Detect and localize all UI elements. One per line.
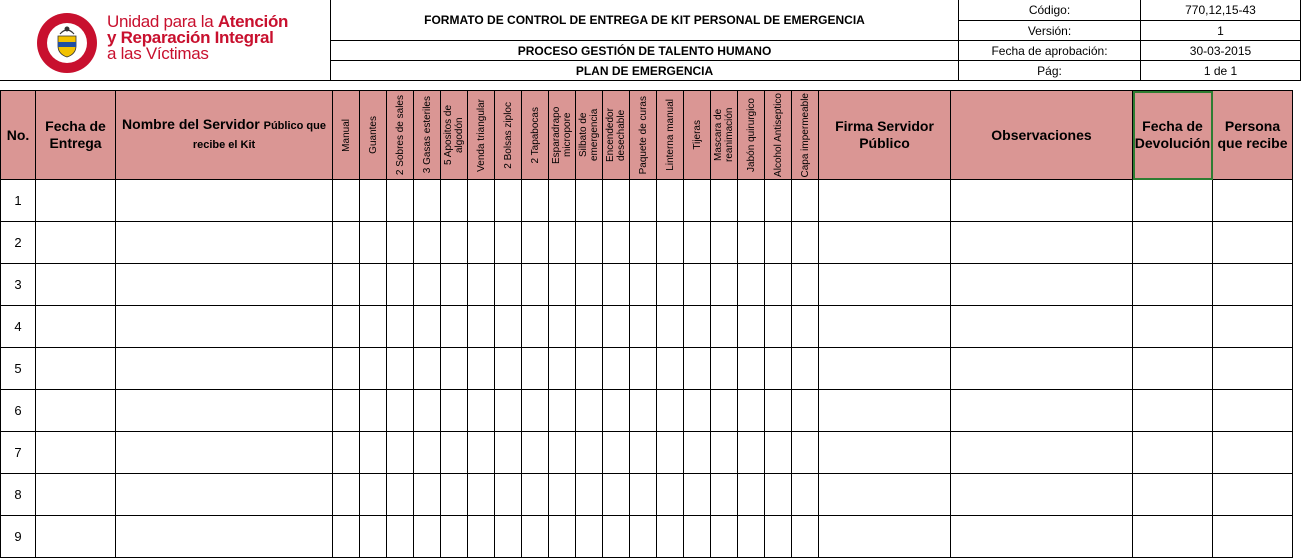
table-cell[interactable] <box>414 222 441 264</box>
col-item-sobres-sales: 2 Sobres de sales <box>387 91 414 180</box>
table-cell[interactable] <box>951 264 1133 306</box>
table-cell[interactable] <box>603 390 630 432</box>
table-cell[interactable] <box>441 516 468 558</box>
table-cell[interactable] <box>522 516 549 558</box>
meta-code-value: 770,12,15-43 <box>1141 0 1301 21</box>
table-cell[interactable] <box>36 180 116 222</box>
table-cell[interactable] <box>765 432 792 474</box>
table-cell[interactable] <box>1213 180 1293 222</box>
table-cell[interactable] <box>495 516 522 558</box>
table-cell[interactable] <box>1133 432 1213 474</box>
col-item-gasas: 3 Gasas esteriles <box>414 91 441 180</box>
table-cell[interactable] <box>792 348 819 390</box>
col-item-curas: Paquete de curas <box>630 91 657 180</box>
table-cell[interactable] <box>549 474 576 516</box>
table-cell[interactable] <box>711 348 738 390</box>
col-nombre <box>116 91 333 180</box>
table-cell[interactable] <box>819 264 951 306</box>
meta-version-label: Versión: <box>959 21 1141 41</box>
col-no: No. <box>1 91 36 180</box>
table-cell[interactable] <box>414 348 441 390</box>
table-cell[interactable] <box>495 348 522 390</box>
table-cell[interactable] <box>738 306 765 348</box>
table-cell[interactable] <box>387 390 414 432</box>
table-cell[interactable] <box>819 348 951 390</box>
table-cell[interactable] <box>414 306 441 348</box>
table-cell[interactable] <box>1133 516 1213 558</box>
table-cell[interactable] <box>36 264 116 306</box>
table-cell[interactable] <box>792 516 819 558</box>
table-cell[interactable] <box>765 348 792 390</box>
table-cell[interactable] <box>711 432 738 474</box>
table-cell[interactable] <box>360 306 387 348</box>
plan-title: PLAN DE EMERGENCIA <box>331 61 959 81</box>
table-cell[interactable] <box>495 390 522 432</box>
table-cell[interactable] <box>603 348 630 390</box>
table-cell[interactable] <box>630 264 657 306</box>
header-block <box>0 0 1301 81</box>
col-item-jabon: Jabón quirurgico <box>738 91 765 180</box>
table-cell[interactable] <box>657 516 684 558</box>
col-observaciones: Observaciones <box>951 91 1133 180</box>
col-item-guantes: Guantes <box>360 91 387 180</box>
table-cell[interactable] <box>387 348 414 390</box>
table-cell[interactable] <box>441 306 468 348</box>
col-item-tijeras: Tijeras <box>684 91 711 180</box>
table-cell[interactable] <box>36 390 116 432</box>
table-cell[interactable] <box>657 264 684 306</box>
table-cell[interactable] <box>951 516 1133 558</box>
table-row <box>1 474 1293 516</box>
table-cell[interactable] <box>441 222 468 264</box>
table-cell[interactable] <box>711 306 738 348</box>
row-number[interactable]: 5 <box>1 348 36 390</box>
table-cell[interactable] <box>387 264 414 306</box>
table-row <box>1 222 1293 264</box>
table-cell[interactable] <box>360 180 387 222</box>
table-cell[interactable] <box>116 432 333 474</box>
row-number[interactable]: 3 <box>1 264 36 306</box>
col-nombre-small: Público que recibe el Kit <box>192 120 326 151</box>
table-cell[interactable] <box>951 180 1133 222</box>
table-cell[interactable] <box>116 180 333 222</box>
table-row <box>1 390 1293 432</box>
table-cell[interactable] <box>951 348 1133 390</box>
table-cell[interactable] <box>495 180 522 222</box>
table-cell[interactable] <box>549 264 576 306</box>
table-cell[interactable] <box>414 180 441 222</box>
col-item-venda: Venda triangular <box>468 91 495 180</box>
table-cell[interactable] <box>657 180 684 222</box>
table-cell[interactable] <box>495 306 522 348</box>
table-cell[interactable] <box>630 432 657 474</box>
table-cell[interactable] <box>1213 348 1293 390</box>
table-cell[interactable] <box>468 306 495 348</box>
logo-line2: y Reparación Integral <box>107 28 274 47</box>
table-cell[interactable] <box>116 264 333 306</box>
table-cell[interactable] <box>603 516 630 558</box>
table-cell[interactable] <box>684 348 711 390</box>
col-firma: Firma Servidor Público <box>819 91 951 180</box>
table-row <box>1 306 1293 348</box>
meta-code-label: Código: <box>959 0 1141 21</box>
table-cell[interactable] <box>414 474 441 516</box>
table-cell[interactable] <box>630 348 657 390</box>
row-number[interactable]: 6 <box>1 390 36 432</box>
col-item-apositos: 5 Apositos de algodón <box>441 91 468 180</box>
col-item-manual: Manual <box>333 91 360 180</box>
table-cell[interactable] <box>333 516 360 558</box>
table-cell[interactable] <box>819 474 951 516</box>
table-cell[interactable] <box>792 306 819 348</box>
table-cell[interactable] <box>792 180 819 222</box>
row-number[interactable]: 9 <box>1 516 36 558</box>
table-cell[interactable] <box>549 348 576 390</box>
meta-page-value: 1 de 1 <box>1141 61 1301 81</box>
table-cell[interactable] <box>630 180 657 222</box>
table-cell[interactable] <box>792 432 819 474</box>
col-item-tapabocas: 2 Tapabocas <box>522 91 549 180</box>
table-cell[interactable] <box>1133 180 1213 222</box>
row-number[interactable]: 1 <box>1 180 36 222</box>
table-row <box>1 516 1293 558</box>
table-cell[interactable] <box>630 306 657 348</box>
col-fecha-entrega: Fecha de Entrega <box>36 91 116 180</box>
table-row <box>1 348 1293 390</box>
table-cell[interactable] <box>657 306 684 348</box>
table-cell[interactable] <box>1213 474 1293 516</box>
table-cell[interactable] <box>116 222 333 264</box>
logo-cell <box>0 0 331 81</box>
table-cell[interactable] <box>549 180 576 222</box>
table-cell[interactable] <box>711 264 738 306</box>
table-cell[interactable] <box>387 180 414 222</box>
table-cell[interactable] <box>792 474 819 516</box>
table-cell[interactable] <box>333 222 360 264</box>
table-cell[interactable] <box>765 222 792 264</box>
table-cell[interactable] <box>36 222 116 264</box>
table-cell[interactable] <box>630 390 657 432</box>
table-cell[interactable] <box>387 516 414 558</box>
table-cell[interactable] <box>495 264 522 306</box>
table-cell[interactable] <box>576 348 603 390</box>
table-cell[interactable] <box>819 180 951 222</box>
col-persona: Persona que recibe <box>1213 91 1293 180</box>
logo <box>36 12 326 74</box>
table-cell[interactable] <box>657 474 684 516</box>
form-title: FORMATO DE CONTROL DE ENTREGA DE KIT PERSONAL DE EMERGENCIA <box>331 0 959 41</box>
table-cell[interactable] <box>738 348 765 390</box>
col-item-linterna: Linterna manual <box>657 91 684 180</box>
logo-line3: a las Víctimas <box>107 44 209 63</box>
table-cell[interactable] <box>792 390 819 432</box>
table-body <box>1 180 1293 558</box>
table-cell[interactable] <box>468 348 495 390</box>
table-cell[interactable] <box>630 516 657 558</box>
table-cell[interactable] <box>711 474 738 516</box>
process-title: PROCESO GESTIÓN DE TALENTO HUMANO <box>331 41 959 61</box>
table-cell[interactable] <box>819 306 951 348</box>
table-cell[interactable] <box>603 432 630 474</box>
meta-date-label: Fecha de aprobación: <box>959 41 1141 61</box>
table-cell[interactable] <box>360 348 387 390</box>
table-cell[interactable] <box>495 474 522 516</box>
table-cell[interactable] <box>1213 306 1293 348</box>
table-cell[interactable] <box>549 432 576 474</box>
table-cell[interactable] <box>360 474 387 516</box>
table-cell[interactable] <box>522 222 549 264</box>
col-item-mascara: Mascara de reanimación <box>711 91 738 180</box>
table-cell[interactable] <box>495 432 522 474</box>
table-cell[interactable] <box>468 432 495 474</box>
table-cell[interactable] <box>333 306 360 348</box>
table-cell[interactable] <box>603 180 630 222</box>
table-cell[interactable] <box>116 306 333 348</box>
table-cell[interactable] <box>684 264 711 306</box>
table-cell[interactable] <box>738 390 765 432</box>
table-cell[interactable] <box>495 222 522 264</box>
logo-text <box>107 14 327 62</box>
table-cell[interactable] <box>333 348 360 390</box>
table-cell[interactable] <box>576 474 603 516</box>
table-cell[interactable] <box>684 474 711 516</box>
table-cell[interactable] <box>522 474 549 516</box>
table-cell[interactable] <box>522 264 549 306</box>
table-cell[interactable] <box>792 222 819 264</box>
row-number[interactable]: 7 <box>1 432 36 474</box>
table-cell[interactable] <box>441 180 468 222</box>
meta-date-value: 30-03-2015 <box>1141 41 1301 61</box>
table-cell[interactable] <box>1133 222 1213 264</box>
table-cell[interactable] <box>116 516 333 558</box>
table-cell[interactable] <box>468 390 495 432</box>
table-cell[interactable] <box>549 222 576 264</box>
table-header-row <box>1 91 1293 180</box>
table-cell[interactable] <box>360 432 387 474</box>
table-cell[interactable] <box>711 390 738 432</box>
table-cell[interactable] <box>576 390 603 432</box>
row-number[interactable]: 2 <box>1 222 36 264</box>
table-cell[interactable] <box>684 222 711 264</box>
table-cell[interactable] <box>36 474 116 516</box>
table-cell[interactable] <box>522 390 549 432</box>
table-cell[interactable] <box>36 432 116 474</box>
table-cell[interactable] <box>819 222 951 264</box>
col-item-esparadrapo: Esparadrapo micropore <box>549 91 576 180</box>
kit-table <box>0 90 1293 558</box>
table-cell[interactable] <box>738 432 765 474</box>
table-cell[interactable] <box>468 222 495 264</box>
table-cell[interactable] <box>657 222 684 264</box>
table-cell[interactable] <box>441 264 468 306</box>
table-cell[interactable] <box>333 390 360 432</box>
table-cell[interactable] <box>1133 390 1213 432</box>
table-cell[interactable] <box>684 390 711 432</box>
table-cell[interactable] <box>684 516 711 558</box>
table-cell[interactable] <box>387 306 414 348</box>
table-cell[interactable] <box>116 390 333 432</box>
table-row <box>1 180 1293 222</box>
table-cell[interactable] <box>360 516 387 558</box>
table-cell[interactable] <box>576 180 603 222</box>
table-row <box>1 432 1293 474</box>
table-cell[interactable] <box>951 432 1133 474</box>
table-cell[interactable] <box>414 390 441 432</box>
table-cell[interactable] <box>1133 474 1213 516</box>
table-cell[interactable] <box>468 516 495 558</box>
table-cell[interactable] <box>1213 432 1293 474</box>
table-cell[interactable] <box>951 474 1133 516</box>
table-cell[interactable] <box>1133 348 1213 390</box>
table-cell[interactable] <box>387 222 414 264</box>
table-cell[interactable] <box>549 306 576 348</box>
table-cell[interactable] <box>684 180 711 222</box>
table-cell[interactable] <box>1213 264 1293 306</box>
logo-line1: Unidad para la <box>107 12 218 31</box>
table-cell[interactable] <box>1133 306 1213 348</box>
row-number[interactable]: 4 <box>1 306 36 348</box>
table-cell[interactable] <box>116 348 333 390</box>
table-cell[interactable] <box>549 516 576 558</box>
table-cell[interactable] <box>738 516 765 558</box>
meta-page-label: Pág: <box>959 61 1141 81</box>
table-cell[interactable] <box>549 390 576 432</box>
table-cell[interactable] <box>576 432 603 474</box>
table-cell[interactable] <box>657 348 684 390</box>
col-item-encendedor: Encendedor desechable <box>603 91 630 180</box>
table-row <box>1 264 1293 306</box>
table-cell[interactable] <box>414 264 441 306</box>
table-cell[interactable] <box>522 432 549 474</box>
table-cell[interactable] <box>360 222 387 264</box>
table-cell[interactable] <box>576 222 603 264</box>
table-cell[interactable] <box>603 306 630 348</box>
table-cell[interactable] <box>765 306 792 348</box>
table-cell[interactable] <box>738 180 765 222</box>
col-item-capa: Capa impermeable <box>792 91 819 180</box>
table-cell[interactable] <box>576 264 603 306</box>
table-cell[interactable] <box>684 432 711 474</box>
table-cell[interactable] <box>441 474 468 516</box>
table-cell[interactable] <box>657 390 684 432</box>
table-cell[interactable] <box>414 432 441 474</box>
colombia-seal-icon <box>36 12 98 74</box>
table-cell[interactable] <box>765 390 792 432</box>
table-cell[interactable] <box>603 264 630 306</box>
table-cell[interactable] <box>441 432 468 474</box>
table-cell[interactable] <box>360 264 387 306</box>
table-cell[interactable] <box>36 348 116 390</box>
col-item-bolsas: 2 Bolsas ziploc <box>495 91 522 180</box>
logo-line1-bold: Atención <box>217 12 289 31</box>
table-cell[interactable] <box>387 432 414 474</box>
table-cell[interactable] <box>738 264 765 306</box>
table-cell[interactable] <box>333 432 360 474</box>
row-number[interactable]: 8 <box>1 474 36 516</box>
col-nombre-main: Nombre del Servidor <box>122 116 264 132</box>
table-cell[interactable] <box>36 306 116 348</box>
table-cell[interactable] <box>819 516 951 558</box>
table-cell[interactable] <box>576 516 603 558</box>
table-cell[interactable] <box>630 474 657 516</box>
table-cell[interactable] <box>468 474 495 516</box>
col-fecha-devolucion[interactable]: Fecha de Devolución <box>1133 91 1213 180</box>
table-cell[interactable] <box>36 516 116 558</box>
table-cell[interactable] <box>765 264 792 306</box>
table-cell[interactable] <box>468 264 495 306</box>
table-cell[interactable] <box>951 222 1133 264</box>
table-cell[interactable] <box>1213 390 1293 432</box>
col-item-alcohol: Alcohol Antiseptico <box>765 91 792 180</box>
table-cell[interactable] <box>951 390 1133 432</box>
table-cell[interactable] <box>333 474 360 516</box>
table-cell[interactable] <box>116 474 333 516</box>
table-cell[interactable] <box>951 306 1133 348</box>
table-cell[interactable] <box>738 222 765 264</box>
table-cell[interactable] <box>522 306 549 348</box>
table-cell[interactable] <box>711 516 738 558</box>
table-cell[interactable] <box>630 222 657 264</box>
table-cell[interactable] <box>765 474 792 516</box>
table-cell[interactable] <box>360 390 387 432</box>
table-cell[interactable] <box>576 306 603 348</box>
table-cell[interactable] <box>792 264 819 306</box>
table-cell[interactable] <box>819 390 951 432</box>
table-cell[interactable] <box>603 474 630 516</box>
col-item-silbato: Silbato de emergencia <box>576 91 603 180</box>
table-cell[interactable] <box>441 390 468 432</box>
table-cell[interactable] <box>333 180 360 222</box>
table-cell[interactable] <box>414 516 441 558</box>
table-cell[interactable] <box>819 432 951 474</box>
table-cell[interactable] <box>468 180 495 222</box>
table-cell[interactable] <box>684 306 711 348</box>
meta-version-value: 1 <box>1141 21 1301 41</box>
table-cell[interactable] <box>522 348 549 390</box>
table-cell[interactable] <box>711 180 738 222</box>
table-cell[interactable] <box>387 474 414 516</box>
table-cell[interactable] <box>603 222 630 264</box>
table-cell[interactable] <box>1213 516 1293 558</box>
table-cell[interactable] <box>1133 264 1213 306</box>
table-cell[interactable] <box>765 180 792 222</box>
table-cell[interactable] <box>738 474 765 516</box>
table-cell[interactable] <box>657 432 684 474</box>
table-cell[interactable] <box>522 180 549 222</box>
table-cell[interactable] <box>711 222 738 264</box>
table-cell[interactable] <box>441 348 468 390</box>
table-cell[interactable] <box>765 516 792 558</box>
table-cell[interactable] <box>333 264 360 306</box>
table-cell[interactable] <box>1213 222 1293 264</box>
